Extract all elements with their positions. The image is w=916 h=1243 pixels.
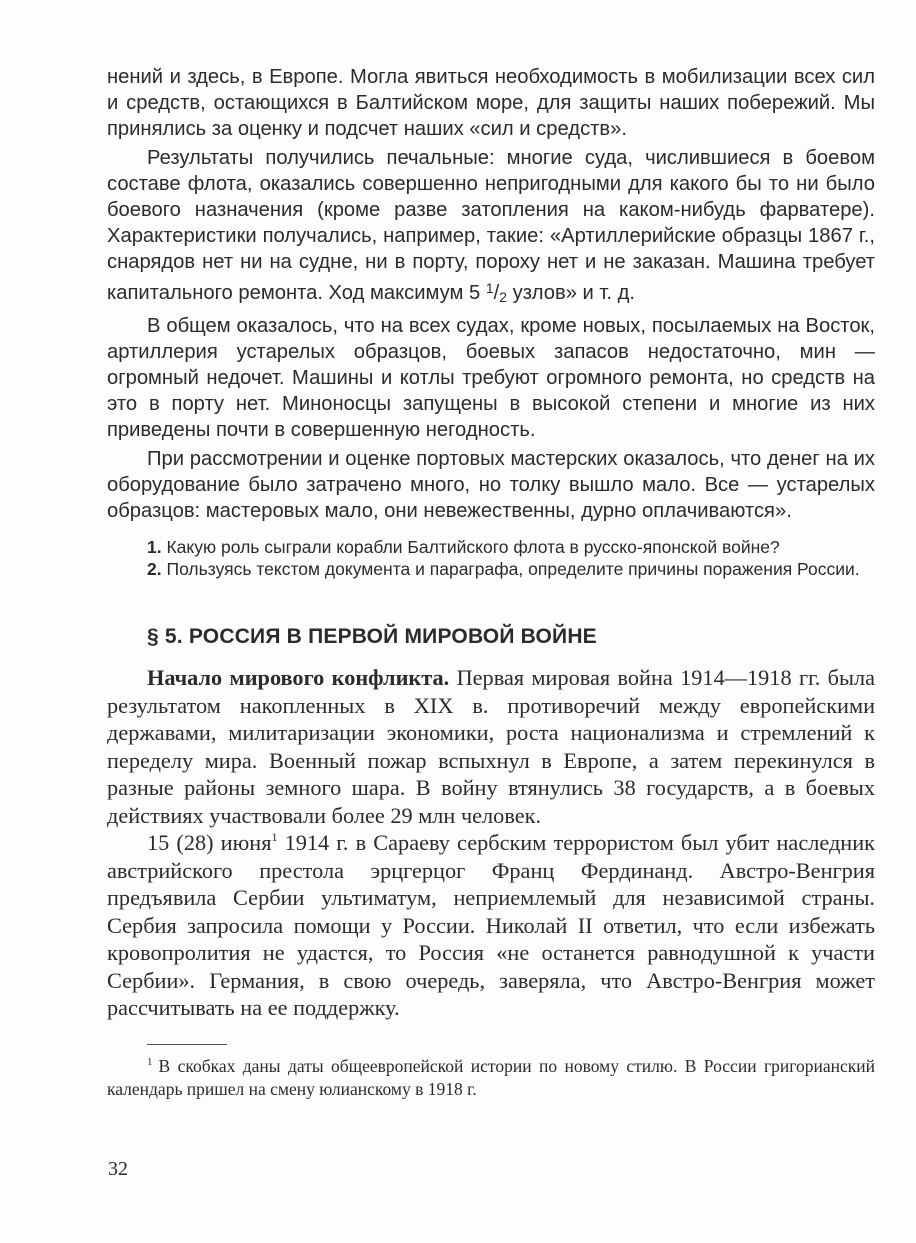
- question-text: Пользуясь текстом документа и параграфа, определите причины поражения России.: [166, 559, 860, 579]
- footnote: [107, 1055, 875, 1101]
- document-excerpt: [107, 64, 875, 524]
- footnote-mark: 1: [147, 1055, 153, 1068]
- fraction-numerator: 1: [485, 280, 494, 296]
- footnote-reference[interactable]: 1: [271, 830, 278, 844]
- question-text: Какую роль сыграли корабли Балтийского флота в русско-японской войне?: [166, 537, 780, 557]
- question-number: 2.: [147, 559, 162, 579]
- body-paragraph: [107, 829, 875, 1022]
- excerpt-text: узлов» и т. д.: [512, 282, 636, 304]
- body-paragraph: [107, 664, 875, 829]
- fraction-denominator: 2: [499, 289, 508, 305]
- question-item: [107, 558, 875, 580]
- question-item: [107, 536, 875, 558]
- section-title: § 5. РОССИЯ В ПЕРВОЙ МИРОВОЙ ВОЙНЕ: [147, 625, 597, 648]
- paragraph-lead-heading: Начало мирового конфликта.: [147, 665, 450, 690]
- footnote-text: В скобках даны даты общеевропейской истории по новому стилю. В России григорианский календарь пришел на смену юлианскому в 1918 г.: [107, 1055, 875, 1099]
- page-number: 32: [108, 1158, 128, 1180]
- excerpt-paragraph: Результаты получились печальные: многие суда, числившиеся в боевом составе флота, оказались совершенно непригодными для какого бы то ни было боевого назначения (кроме разве затопления на каком-нибудь фарватере). Характеристики получались, например, такие: «Артиллерийские образцы 1867 г., снарядов нет ни на судне, ни в порту, пороху нет и не заказан. Машина требует капитального ремонта. Ход максимум 5 $^1$/2 узлов» и т. д.: [107, 147, 875, 305]
- question-number: 1.: [147, 537, 162, 557]
- footnote-divider: [147, 1044, 227, 1045]
- page-content: [107, 64, 875, 1101]
- excerpt-text: Результаты получились печальные: многие суда, числившиеся в боевом составе флота, оказались совершенно непригодными для какого бы то ни было боевого назначения (кроме разве затопления на каком-нибудь фарватере). Характеристики получались, например, такие: «Артиллерийские образцы 1867 г., снарядов нет ни на судне, ни в порту, пороху нет и не заказан. Машина требует капитального ремонта. Ход максимум 5: [107, 147, 875, 304]
- excerpt-paragraph: При рассмотрении и оценке портовых мастерских оказалось, что денег на их оборудование было затрачено много, но толку вышло мало. Все — устарелых образцов: мастеровых мало, они невежественны, дурно оплачиваются».: [107, 448, 875, 522]
- excerpt-paragraph: В общем оказалось, что на всех судах, кроме новых, посылаемых на Восток, артиллерия устарелых образцов, боевых запасов недостаточно, мин — огромный недочет. Машины и котлы требуют огромного ремонта, но средств на это в порту нет. Миноносцы запущены в высокой степени и многие из них приведены почти в совершенную негодность.: [107, 315, 875, 441]
- body-text: 15 (28) июня: [147, 830, 272, 855]
- questions-block: [107, 536, 875, 580]
- body-text: Первая мировая война 1914—1918 гг. была результатом накопленных в XIX в. противоречий между европейскими державами, милитаризации экономики, роста национализма и стремлений к переделу мира. Военный пожар вспыхнул в Европе, а затем перекинулся в разные районы земного шара. В войну втянулись 38 государств, а в боевых действиях участвовали более 29 млн человек.: [107, 665, 875, 828]
- body-text: 1914 г. в Сараеву сербским террористом был убит наследник австрийского престола эрцгерцог Франц Фердинанд. Австро-Венгрия предъявила Сербии ультиматум, неприемлемый для независимой страны. Сербия запросила помощи у России. Николай II ответил, что если избежать кровопролития не удастся, то Россия «не останется равнодушной к участи Сербии». Германия, в свою очередь, заверяла, что Австро-Венгрия может рассчитывать на ее поддержку.: [107, 830, 875, 1020]
- section-body: [107, 664, 875, 1022]
- excerpt-paragraph: нений и здесь, в Европе. Могла явиться необходимость в мобилизации всех сил и средств, остающихся в Балтийском море, для защиты наших побережий. Мы принялись за оценку и подсчет наших «сил и средств».: [107, 66, 875, 140]
